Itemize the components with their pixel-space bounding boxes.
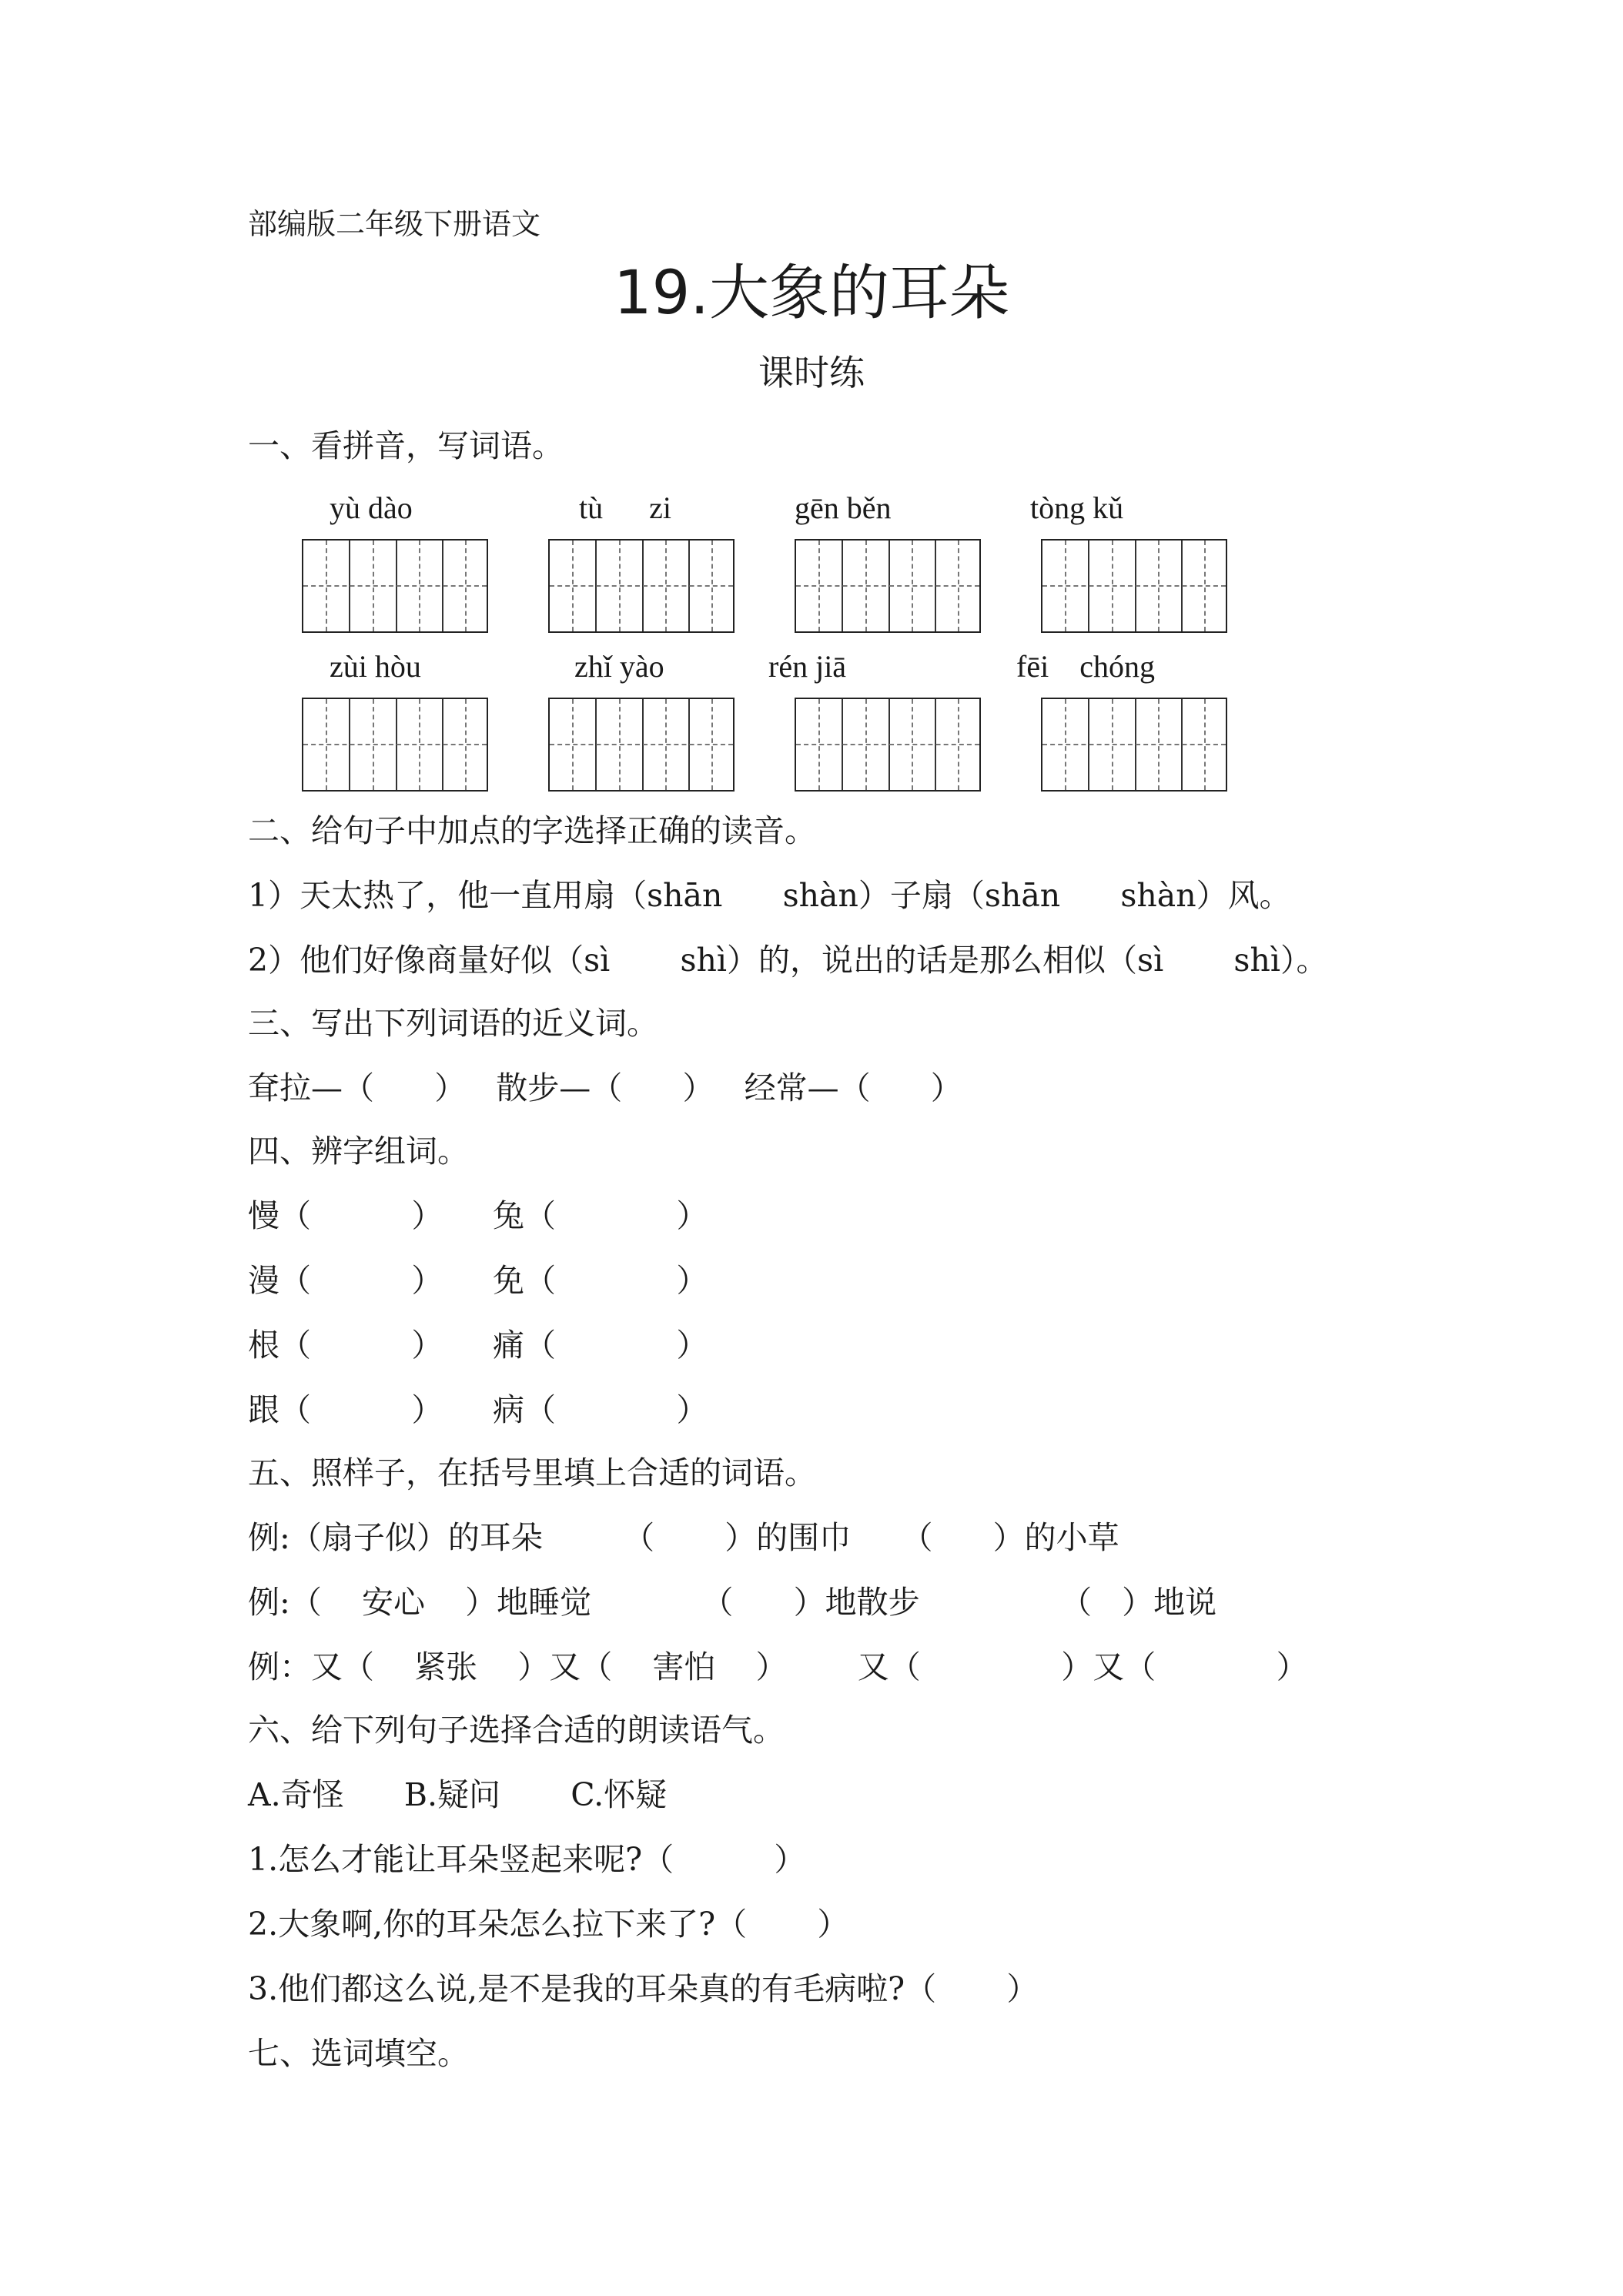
pinyin-label: rén jiā bbox=[768, 649, 847, 684]
word-item: 病（ ） bbox=[493, 1391, 708, 1428]
section1-heading: 一、看拼音，写词语。 bbox=[248, 427, 564, 464]
writing-grid[interactable] bbox=[302, 698, 488, 792]
pinyin-label: yù dào bbox=[330, 490, 413, 525]
options-line: A.奇怪 B.疑问 C.怀疑 bbox=[248, 1776, 668, 1813]
pinyin-label: tòng kǔ bbox=[1030, 490, 1124, 525]
pinyin-label: zhǐ yào bbox=[574, 649, 664, 684]
example-line: 例：又（ 紧张 ）又（ 害怕 ） 又（ ）又（ ） bbox=[248, 1648, 1308, 1685]
word-item: 兔（ ） bbox=[493, 1197, 708, 1234]
section5-heading: 五、照样子，在括号里填上合适的词语。 bbox=[248, 1454, 816, 1491]
question-line: 1）天太热了，他一直用扇（shān shàn）子扇（shān shàn）风。 bbox=[248, 877, 1291, 914]
writing-grid[interactable] bbox=[548, 539, 735, 633]
page-subtitle: 课时练 bbox=[758, 352, 865, 393]
writing-grid[interactable] bbox=[1041, 698, 1227, 792]
section2-heading: 二、给句子中加点的字选择正确的读音。 bbox=[248, 812, 816, 849]
question-line: 3.他们都这么说,是不是我的耳朵真的有毛病啦?（ ） bbox=[248, 1970, 1039, 2007]
header-note: 部编版二年级下册语文 bbox=[248, 207, 541, 241]
question-line: 1.怎么才能让耳朵竖起来呢?（ ） bbox=[248, 1841, 806, 1878]
pinyin-label: zùi hòu bbox=[330, 649, 421, 684]
example-line: 例:（ 安心 ）地睡觉 （ ）地散步 （ ）地说 bbox=[248, 1584, 1217, 1621]
word-item: 免（ ） bbox=[493, 1262, 708, 1299]
word-item: 漫（ ） bbox=[248, 1262, 443, 1299]
writing-grid[interactable] bbox=[302, 539, 488, 633]
section3-heading: 三、写出下列词语的近义词。 bbox=[248, 1005, 658, 1042]
question-line: 耷拉—（ ） 散步—（ ） 经常—（ ） bbox=[248, 1069, 962, 1106]
writing-grid[interactable] bbox=[548, 698, 735, 792]
word-item: 根（ ） bbox=[248, 1327, 443, 1364]
word-item: 慢（ ） bbox=[248, 1197, 443, 1234]
pinyin-label: tù zi bbox=[579, 490, 671, 525]
word-item: 痛（ ） bbox=[493, 1327, 708, 1364]
section7-heading: 七、选词填空。 bbox=[248, 2035, 469, 2072]
question-line: 2）他们好像商量好似（sì shì）的，说出的话是那么相似（sì shì）。 bbox=[248, 942, 1328, 979]
word-item: 跟（ ） bbox=[248, 1391, 443, 1428]
section4-heading: 四、辨字组词。 bbox=[248, 1133, 469, 1170]
writing-grid[interactable] bbox=[1041, 539, 1227, 633]
question-line: 2.大象啊,你的耳朵怎么拉下来了?（ ） bbox=[248, 1906, 849, 1943]
example-line: 例:（扇子似）的耳朵 （ ）的围巾 （ ）的小草 bbox=[248, 1519, 1119, 1556]
pinyin-label: gēn běn bbox=[795, 490, 892, 525]
pinyin-label: fēi chóng bbox=[1016, 649, 1155, 684]
writing-grid[interactable] bbox=[795, 539, 981, 633]
writing-grid[interactable] bbox=[795, 698, 981, 792]
page-title: 19.大象的耳朵 bbox=[613, 259, 1010, 328]
section6-heading: 六、给下列句子选择合适的朗读语气。 bbox=[248, 1712, 785, 1749]
